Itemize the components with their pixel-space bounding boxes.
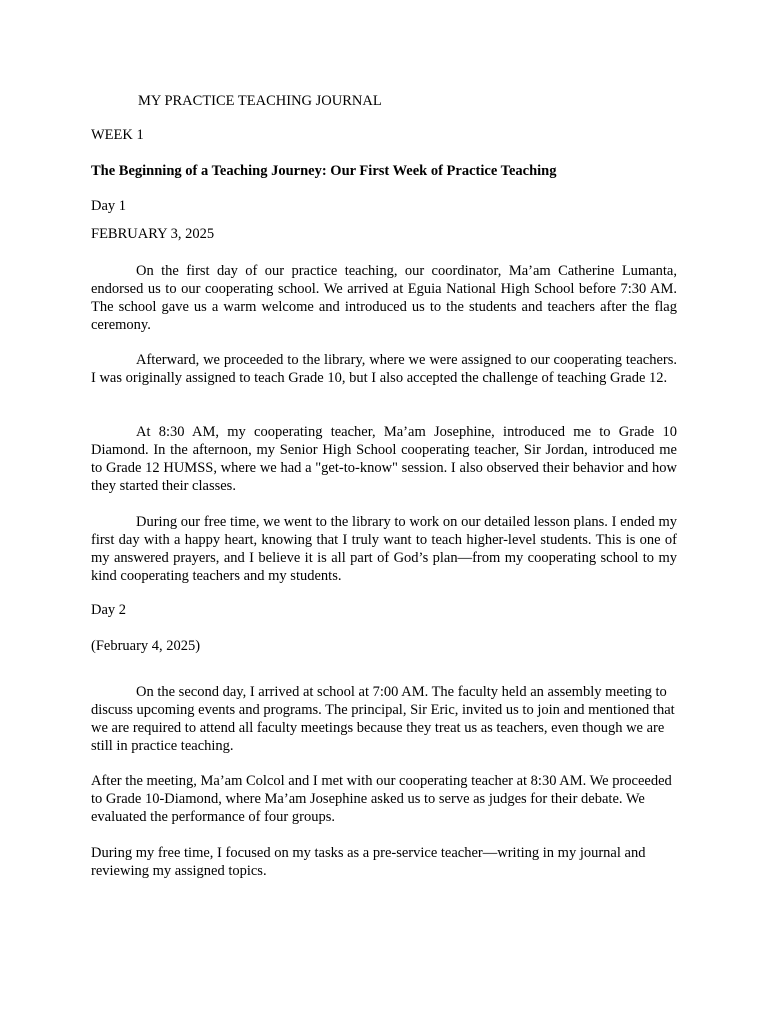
day1-label: Day 1 <box>91 198 127 214</box>
day1-paragraph-3: At 8:30 AM, my cooperating teacher, Ma’am Josephine, introduced me to Grade 10 Diamond. In the afternoon, my Senior High School cooperating teacher, Sir Jordan, introduced me to Grade 12 HUMSS, where we had a "get-to-know" session. I also observed their behavior and how they started their classes. <box>91 424 677 494</box>
journal-page <box>91 0 677 1024</box>
day2-date: (February 4, 2025) <box>91 638 201 654</box>
day1-paragraph-1: On the first day of our practice teaching, our coordinator, Ma’am Catherine Lumanta, endorsed us to our cooperating school. We arrived at Eguia National High School before 7:30 AM. The school gave us a warm welcome and introduced us to the students and teachers after the flag ceremony. <box>91 263 677 333</box>
day1-date: FEBRUARY 3, 2025 <box>91 226 215 242</box>
journal-heading: The Beginning of a Teaching Journey: Our First Week of Practice Teaching <box>91 163 557 179</box>
document-title: MY PRACTICE TEACHING JOURNAL <box>138 93 382 109</box>
day2-label: Day 2 <box>91 602 127 618</box>
day1-paragraph-2: Afterward, we proceeded to the library, where we were assigned to our cooperating teachers. I was originally assigned to teach Grade 10, but I also accepted the challenge of teaching Grade 12. <box>91 352 677 386</box>
day2-paragraph-2: After the meeting, Ma’am Colcol and I met with our cooperating teacher at 8:30 AM. We proceeded to Grade 10-Diamond, where Ma’am Josephine asked us to serve as judges for their debate. We evaluated the performance of four groups. <box>91 773 672 825</box>
week-label: WEEK 1 <box>91 127 144 143</box>
day2-paragraph-3: During my free time, I focused on my tasks as a pre-service teacher—writing in my journal and reviewing my assigned topics. <box>91 845 646 879</box>
day2-paragraph-1: On the second day, I arrived at school at 7:00 AM. The faculty held an assembly meeting to discuss upcoming events and programs. The principal, Sir Eric, invited us to join and mentioned that we are required to attend all faculty meetings because they treat us as teachers, even though we are still in practice teaching. <box>91 684 675 754</box>
day1-paragraph-4: During our free time, we went to the library to work on our detailed lesson plans. I ended my first day with a happy heart, knowing that I truly want to teach higher-level students. This is one of my answered prayers, and I believe it is all part of God’s plan—from my cooperating school to my kind cooperating teachers and my students. <box>91 514 677 584</box>
